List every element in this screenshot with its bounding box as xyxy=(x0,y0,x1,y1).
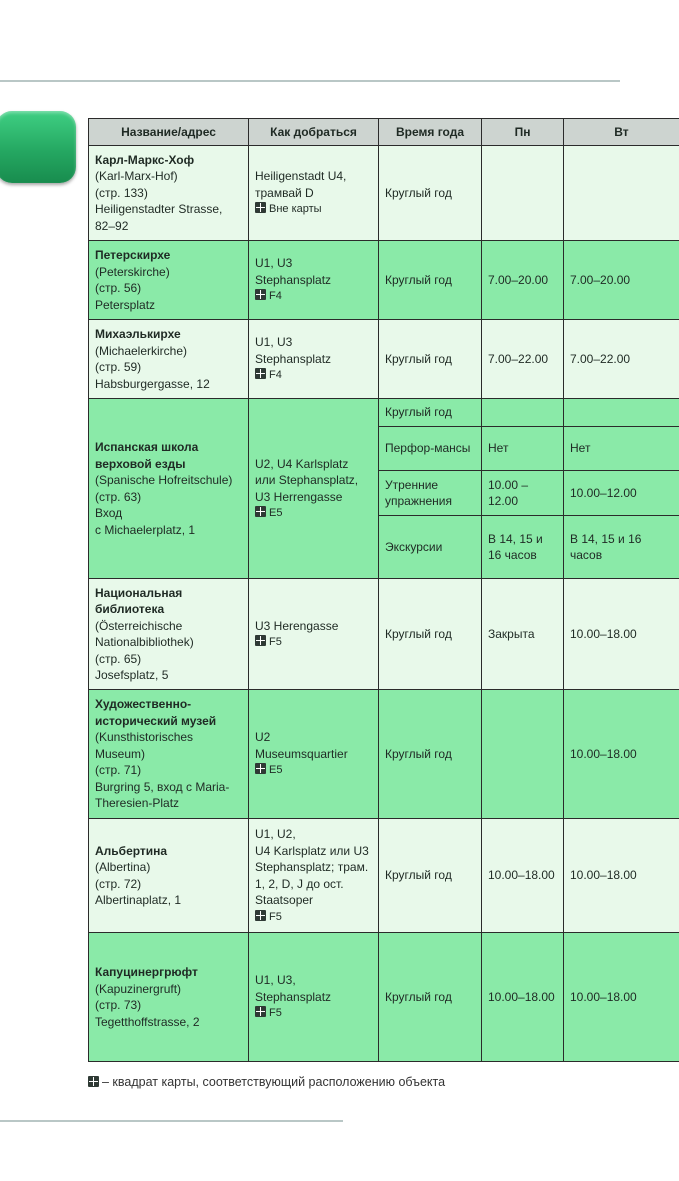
map-square-icon xyxy=(255,763,266,774)
attractions-table xyxy=(88,118,679,1062)
tuesday-cell: Нет xyxy=(564,427,679,471)
map-square-icon xyxy=(255,368,266,379)
table-row xyxy=(89,399,679,427)
monday-cell xyxy=(482,399,564,427)
row-access-cell xyxy=(249,146,379,241)
row-access-cell xyxy=(249,933,379,1062)
place-detail: (Michaelerkirche) xyxy=(95,343,188,358)
map-ref-text: Вне карты xyxy=(269,203,322,216)
place-page: (стр. 63) xyxy=(95,489,142,504)
bottom-rule xyxy=(0,1120,343,1122)
map-ref xyxy=(255,634,372,651)
map-ref-text: F4 xyxy=(269,369,282,382)
place-page: (стр. 59) xyxy=(95,360,142,374)
place-address: Josefsplatz, 5 xyxy=(95,668,169,682)
place-address: с Michaelerplatz, 1 xyxy=(95,522,196,537)
map-square-icon xyxy=(255,910,266,921)
monday-cell: Закрыта xyxy=(482,579,564,690)
table-row xyxy=(89,579,679,690)
season-cell: Круглый год xyxy=(379,690,482,819)
place-detail: (Kapuzinergruft) xyxy=(95,981,182,996)
place-name: Карл-Маркс-Хоф xyxy=(95,152,195,167)
access-line: U1, U3 xyxy=(255,335,293,350)
place-address: Habsburgergasse, 12 xyxy=(95,376,210,391)
place-address: Petersplatz xyxy=(95,297,156,312)
place-page: (стр. 71) xyxy=(95,763,142,778)
access-line: Museumsquartier xyxy=(255,746,348,761)
place-name: Михаэлькирхе xyxy=(95,327,181,341)
tuesday-cell xyxy=(564,399,679,427)
season-cell: Круглый год xyxy=(379,819,482,933)
place-detail: (Peterskirche) xyxy=(95,264,170,279)
row-name-cell xyxy=(89,320,249,399)
access-line: U3 Herengasse xyxy=(255,618,339,633)
map-ref-text: F5 xyxy=(269,1007,282,1020)
place-detail: (Kunsthistorisches Museum) xyxy=(95,730,194,761)
table-row xyxy=(89,320,679,399)
tuesday-cell: 7.00–22.00 xyxy=(564,320,679,399)
access-line: Stephansplatz xyxy=(255,351,332,366)
map-ref xyxy=(255,1005,372,1022)
place-name: Национальная библиотека xyxy=(95,585,183,616)
map-ref xyxy=(255,288,372,305)
row-access-cell xyxy=(249,579,379,690)
table-row xyxy=(89,146,679,241)
place-detail: (Karl-Marx-Hof) xyxy=(95,169,178,184)
row-name-cell xyxy=(89,399,249,579)
table-row xyxy=(89,933,679,1062)
map-ref xyxy=(255,909,372,926)
access-line: трамвай D xyxy=(255,185,314,200)
season-cell: Круглый год xyxy=(379,241,482,320)
place-name: Альбертина xyxy=(95,843,168,858)
section-tab xyxy=(0,111,76,183)
access-line: U1, U2, xyxy=(255,827,296,841)
table-row xyxy=(89,690,679,819)
monday-cell: 7.00–22.00 xyxy=(482,320,564,399)
access-line: U1, U3, xyxy=(255,973,296,988)
map-ref-text: F5 xyxy=(269,636,282,648)
row-access-cell xyxy=(249,399,379,579)
place-name: Капуцинергрюфт xyxy=(95,965,198,979)
monday-cell xyxy=(482,146,564,241)
tuesday-cell: 10.00–18.00 xyxy=(564,933,679,1062)
table-row xyxy=(89,819,679,933)
top-rule xyxy=(0,80,620,82)
monday-cell: В 14, 15 и 16 часов xyxy=(482,516,564,579)
row-access-cell xyxy=(249,819,379,933)
place-address: Burgring 5, вход с Maria-Theresien-Platz xyxy=(95,779,230,811)
season-cell: Экскурсии xyxy=(379,516,482,579)
table-row xyxy=(89,241,679,320)
map-ref xyxy=(255,367,372,384)
map-square-icon xyxy=(255,1006,266,1017)
header-monday: Пн xyxy=(482,119,564,146)
map-ref-text: E5 xyxy=(269,507,283,519)
monday-cell: 10.00 – 12.00 xyxy=(482,471,564,516)
season-cell: Утренние упражнения xyxy=(379,471,482,516)
tuesday-cell xyxy=(564,146,679,241)
access-line: Stephansplatz xyxy=(255,989,332,1004)
row-access-cell xyxy=(249,241,379,320)
place-page: (стр. 56) xyxy=(95,281,142,295)
header-tuesday: Вт xyxy=(564,119,679,146)
row-name-cell xyxy=(89,241,249,320)
place-page: (стр. 72) xyxy=(95,876,142,891)
row-name-cell xyxy=(89,819,249,933)
access-line: U2 xyxy=(255,730,271,745)
place-entrance: Вход xyxy=(95,506,123,520)
row-name-cell xyxy=(89,690,249,819)
place-name: Испанская школа верховой езды xyxy=(95,440,199,471)
row-access-cell xyxy=(249,320,379,399)
access-line: Heiligenstadt U4, xyxy=(255,169,347,184)
access-line: U4 Karlsplatz или U3 Stephansplatz; трам. 1, 2, D, J до ост. Staatsoper xyxy=(255,843,369,907)
tuesday-cell: 10.00–12.00 xyxy=(564,471,679,516)
map-ref xyxy=(255,762,372,779)
season-cell: Перфор-мансы xyxy=(379,427,482,471)
map-square-icon xyxy=(255,506,266,517)
place-detail: (Spanische Hofreitschule) xyxy=(95,473,233,487)
season-cell: Круглый год xyxy=(379,579,482,690)
map-square-icon xyxy=(255,202,266,213)
monday-cell xyxy=(482,690,564,819)
place-name: Петерскирхе xyxy=(95,248,171,262)
place-name: Художественно-исторический музей xyxy=(95,697,217,728)
map-ref-text: F4 xyxy=(269,290,282,303)
map-footnote xyxy=(88,1075,445,1089)
row-name-cell xyxy=(89,933,249,1062)
season-cell: Круглый год xyxy=(379,146,482,241)
place-address: Heiligenstadter Strasse, 82–92 xyxy=(95,202,223,233)
access-line: U1, U3 xyxy=(255,256,293,271)
header-name: Название/адрес xyxy=(89,119,249,146)
map-square-icon xyxy=(255,289,266,300)
map-square-icon xyxy=(255,635,266,646)
tuesday-cell: В 14, 15 и 16 часов xyxy=(564,516,679,579)
place-page: (стр. 133) xyxy=(95,185,148,200)
access-line: Stephansplatz xyxy=(255,272,332,287)
table-header-row xyxy=(89,119,679,146)
season-cell: Круглый год xyxy=(379,399,482,427)
season-cell: Круглый год xyxy=(379,933,482,1062)
place-page: (стр. 65) xyxy=(95,651,142,666)
tuesday-cell: 7.00–20.00 xyxy=(564,241,679,320)
map-ref xyxy=(255,201,372,218)
tuesday-cell: 10.00–18.00 xyxy=(564,819,679,933)
header-season: Время года xyxy=(379,119,482,146)
row-name-cell xyxy=(89,579,249,690)
place-page: (стр. 73) xyxy=(95,998,142,1012)
season-cell: Круглый год xyxy=(379,320,482,399)
tuesday-cell: 10.00–18.00 xyxy=(564,690,679,819)
tuesday-cell: 10.00–18.00 xyxy=(564,579,679,690)
place-address: Tegetthoffstrasse, 2 xyxy=(95,1014,200,1029)
map-square-icon xyxy=(88,1076,99,1087)
map-ref-text: E5 xyxy=(269,764,283,777)
monday-cell: 7.00–20.00 xyxy=(482,241,564,320)
map-ref xyxy=(255,505,372,522)
place-detail: (Albertina) xyxy=(95,860,151,874)
monday-cell: Нет xyxy=(482,427,564,471)
place-address: Albertinaplatz, 1 xyxy=(95,893,182,907)
access-line: U2, U4 Karlsplatz или Stephansplatz, U3 Herrengasse xyxy=(255,456,359,504)
place-detail: (Österreichische Nationalbibliothek) xyxy=(95,618,194,649)
header-access: Как добраться xyxy=(249,119,379,146)
monday-cell: 10.00–18.00 xyxy=(482,933,564,1062)
row-access-cell xyxy=(249,690,379,819)
footnote-text: – квадрат карты, соответствующий расположению объекта xyxy=(102,1075,446,1089)
row-name-cell xyxy=(89,146,249,241)
monday-cell: 10.00–18.00 xyxy=(482,819,564,933)
map-ref-text: F5 xyxy=(269,910,282,923)
